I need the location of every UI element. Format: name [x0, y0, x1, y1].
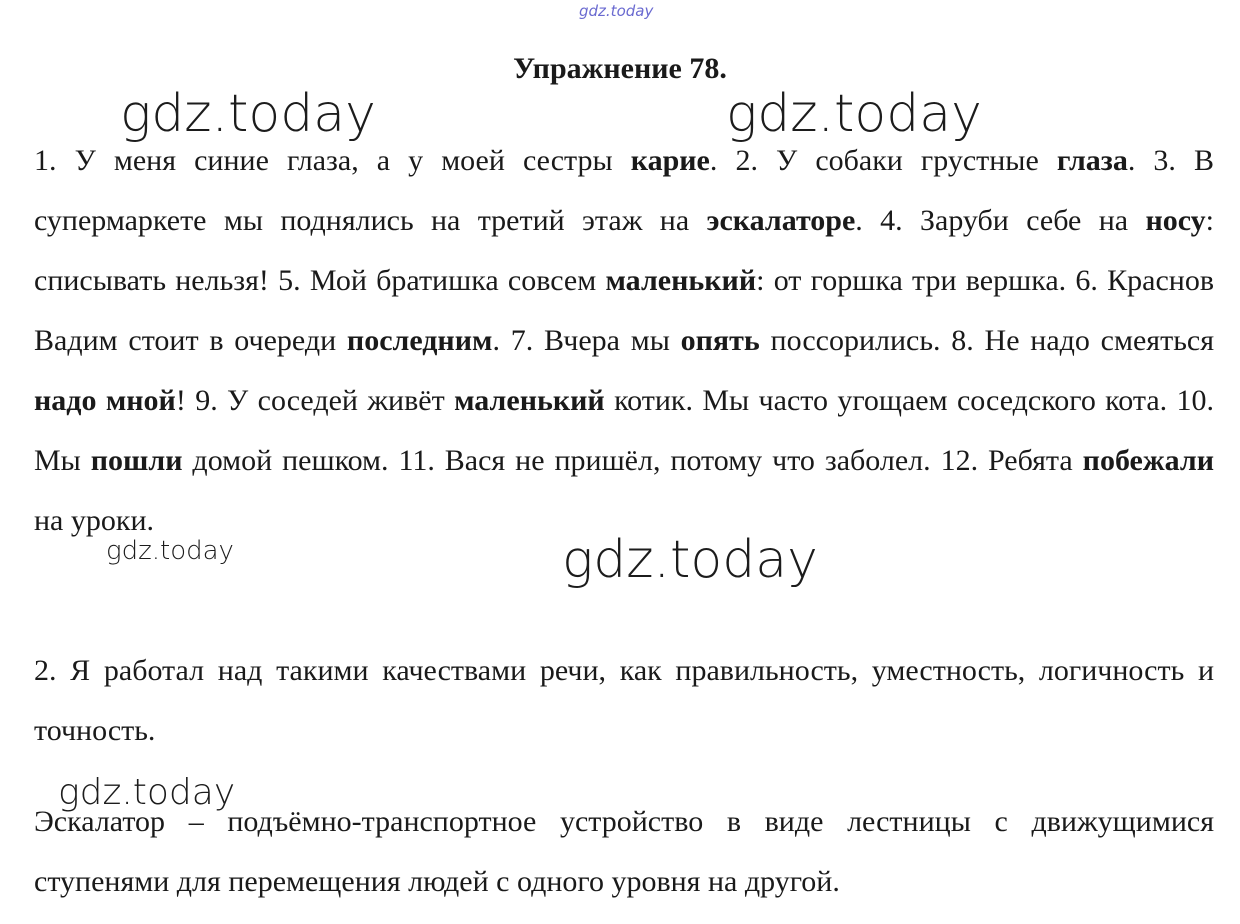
text-segment: на уроки.	[34, 504, 154, 537]
text-segment: 1. У меня синие глаза, а у моей сестры	[34, 144, 631, 177]
exercise-title: Упражнение 78.	[513, 52, 727, 85]
text-segment: . 4. Заруби себе на	[855, 204, 1146, 237]
bold-word: маленький	[454, 384, 605, 417]
watermark: gdz.today	[58, 772, 236, 813]
definition-paragraph: Эскалатор – подъёмно-транспортное устройство в виде лестницы с движущимися ступенями для перемещения людей с одного уровня на другой.	[34, 805, 1214, 898]
text-segment: домой пешком. 11. Вася не пришёл, потому что заболел. 12. Ребята	[182, 444, 1083, 477]
watermark: gdz.today	[106, 536, 234, 566]
watermark-small: gdz.today	[579, 2, 654, 20]
text-segment: : от горшка три вершка. 6. Краснов Вадим стоит в очереди	[34, 264, 1214, 357]
bold-word: карие	[630, 144, 710, 177]
answer-paragraph-1	[34, 131, 1214, 551]
bold-word: опять	[680, 324, 760, 357]
bold-word: маленький	[605, 264, 757, 297]
bold-word: последним	[346, 324, 493, 357]
bold-word: пошли	[90, 444, 183, 477]
text-segment: . 7. Вчера мы	[492, 324, 681, 357]
bold-word: глаза	[1056, 144, 1128, 177]
text-segment: котик. Мы часто угощаем соседского кота. 10. Мы	[34, 384, 1214, 477]
bold-word: эскалаторе	[706, 204, 856, 237]
text-segment: : списывать нельзя! 5. Мой братишка совсем	[34, 204, 1214, 297]
bold-word: носу	[1145, 204, 1206, 237]
text-segment: ! 9. У соседей живёт	[175, 384, 455, 417]
watermark: gdz.today	[562, 530, 818, 590]
answer-paragraph-2: 2. Я работал над такими качествами речи, как правильность, уместность, логичность и точность.	[34, 654, 1214, 747]
bold-word: побежали	[1082, 444, 1214, 477]
text-segment: поссорились. 8. Не надо смеяться	[759, 324, 1214, 357]
bold-word: надо мной	[34, 384, 176, 417]
text-segment: . 3. В супермаркете мы поднялись на третий этаж на	[34, 144, 1214, 237]
text-segment: . 2. У собаки грустные	[709, 144, 1057, 177]
watermark: gdz.today	[120, 84, 376, 144]
watermark: gdz.today	[726, 84, 982, 144]
